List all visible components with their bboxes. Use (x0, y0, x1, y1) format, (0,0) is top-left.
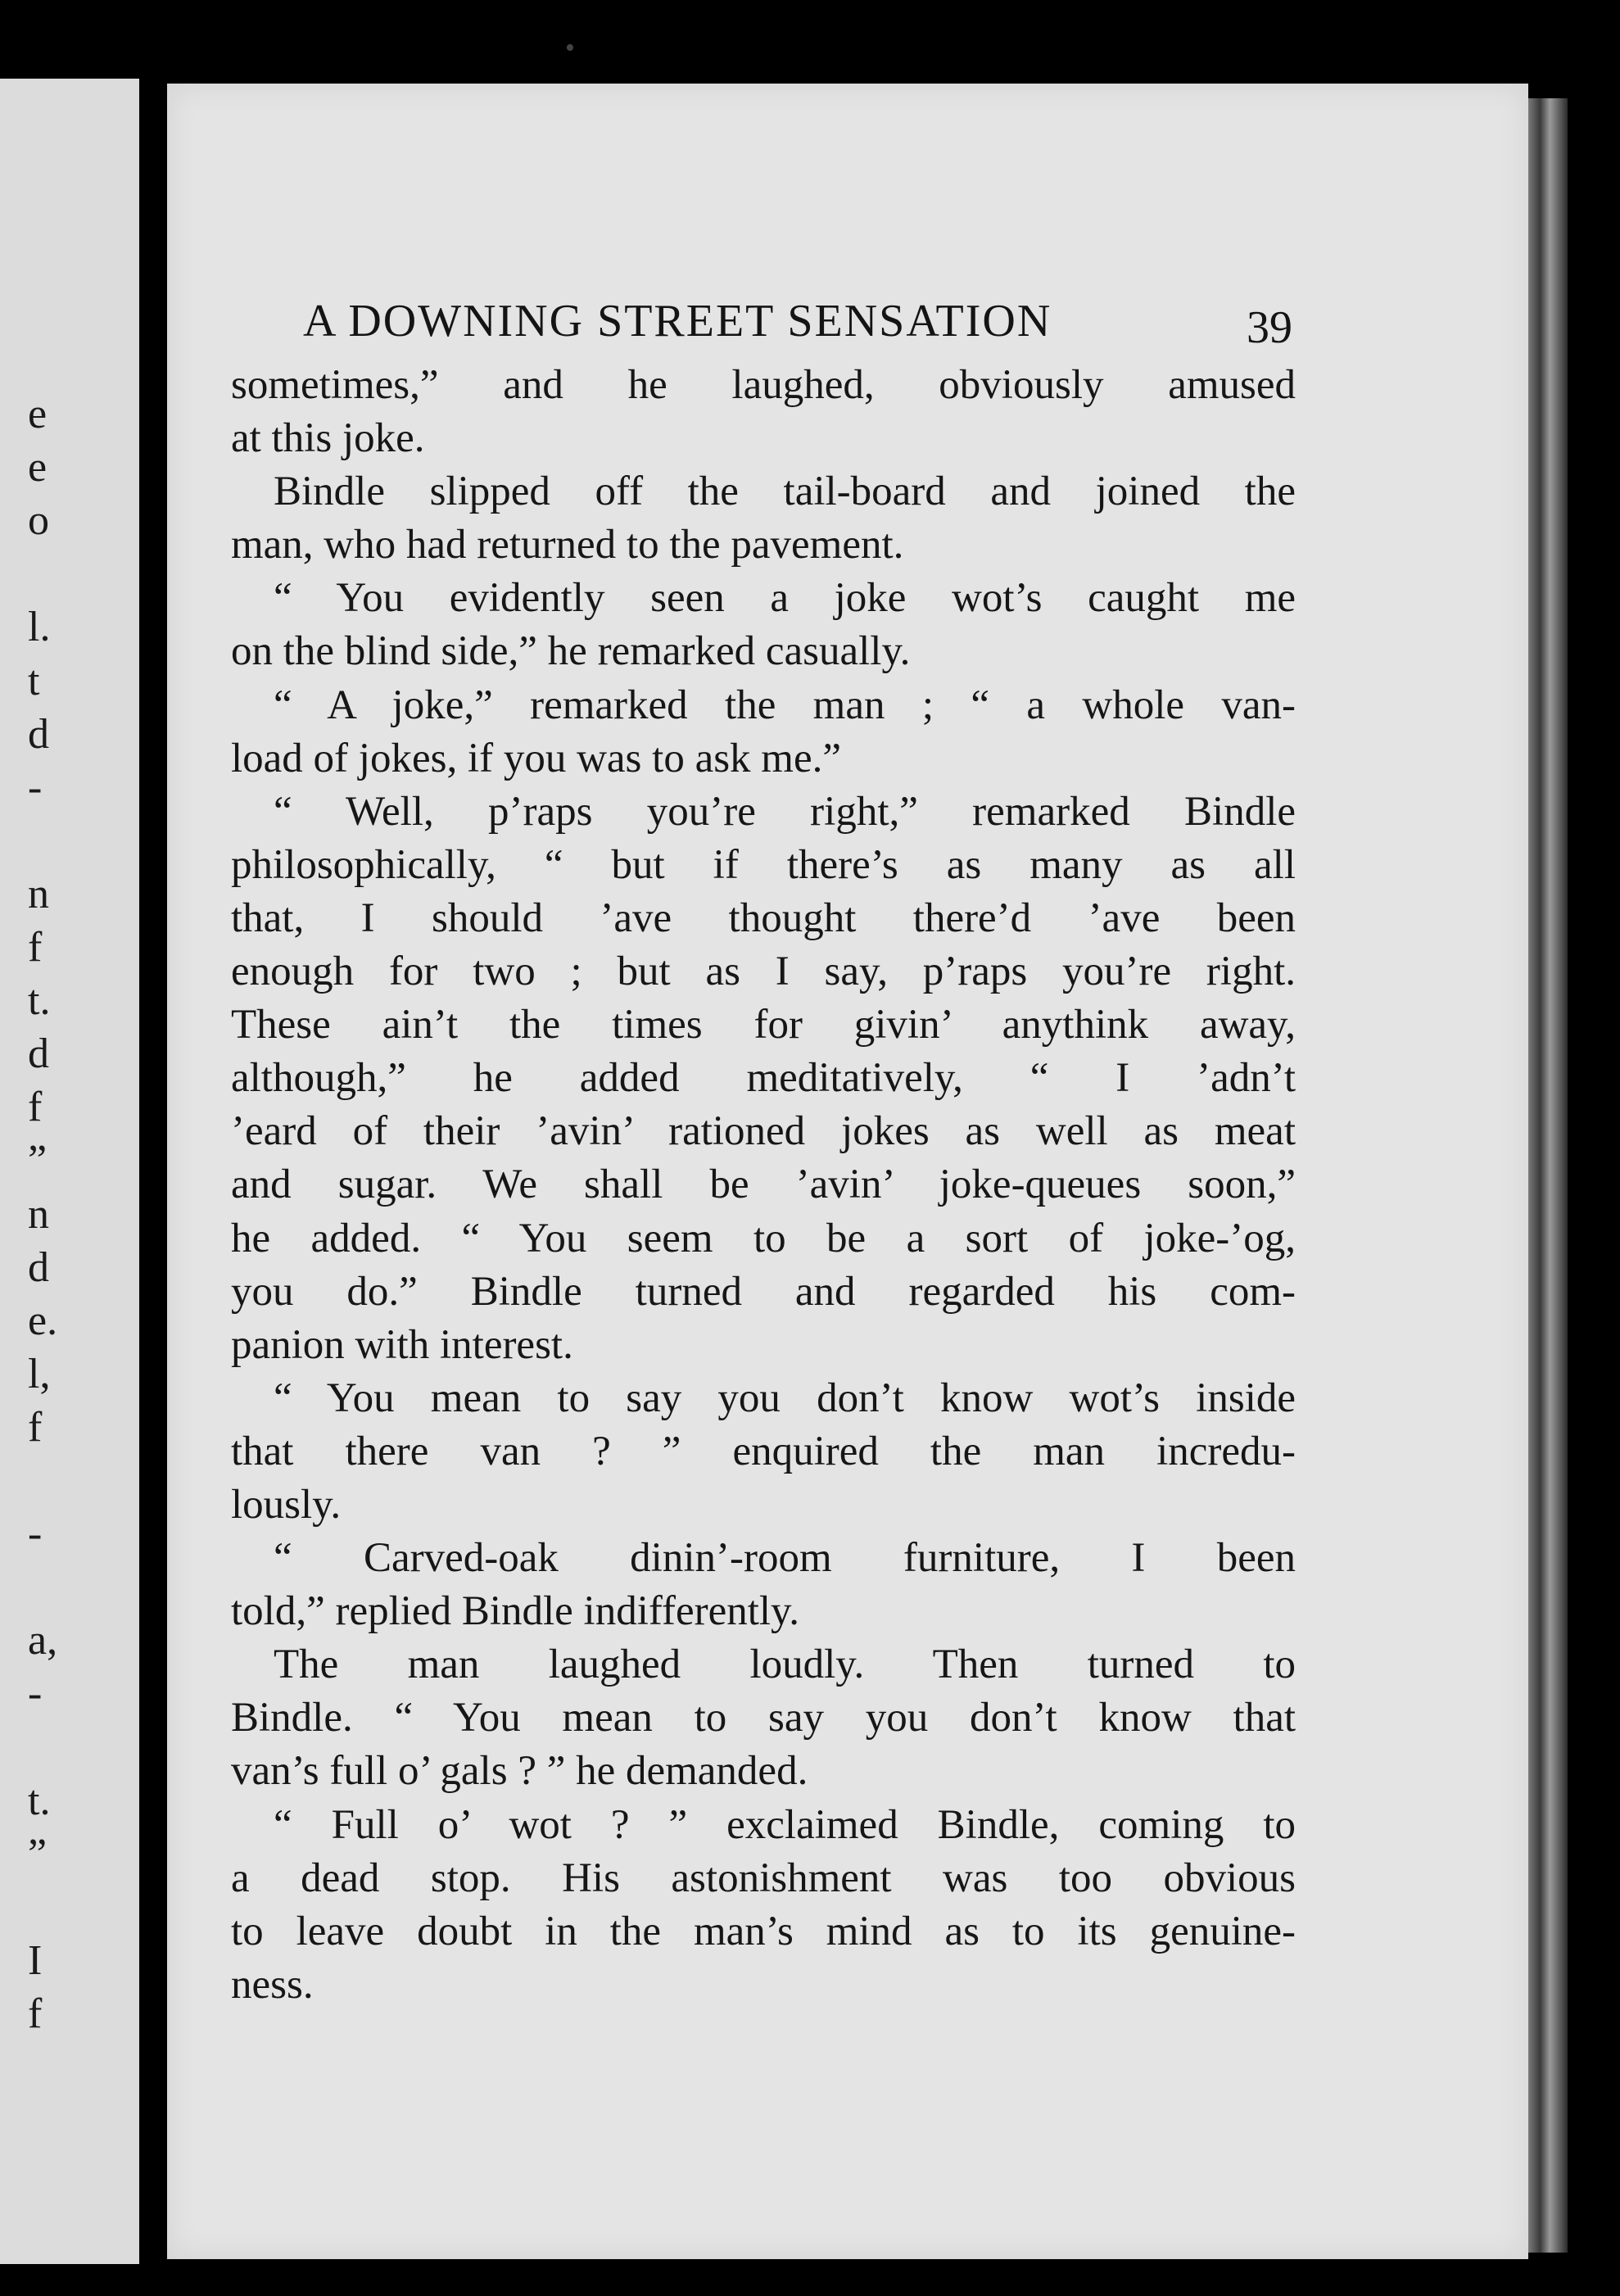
text-line: to leave doubt in the man’s mind as to its genuine- (231, 1908, 1296, 1954)
left-page-fragment: f (28, 1403, 43, 1451)
left-page-fragment: n (28, 870, 49, 917)
text-line: “ Carved-oak dinin’-room furniture, I been (274, 1535, 1296, 1582)
left-page-fragment: ” (28, 1830, 48, 1877)
text-line: a dead stop. His astonishment was too obvious (231, 1854, 1296, 1901)
text-line: lously. (231, 1481, 342, 1528)
text-line: panion with interest. (231, 1321, 573, 1368)
running-head: A DOWNING STREET SENSATION (303, 296, 1052, 346)
text-line: although,” he added meditatively, “ I ’adn’t (231, 1055, 1296, 1102)
text-line: on the blind side,” he remarked casually. (231, 628, 911, 675)
left-page-fragment: e. (28, 1297, 58, 1344)
text-line: philosophically, “ but if there’s as many as all (231, 841, 1296, 888)
left-page-fragment: - (28, 763, 43, 811)
left-page-fragment: d (28, 1030, 49, 1078)
left-page-fragment: d (28, 710, 49, 758)
left-page-fragment: f (28, 924, 43, 971)
left-page-fragment: - (28, 1510, 43, 1558)
left-page-fragment: f (28, 1084, 43, 1131)
text-line: he added. “ You seem to be a sort of joke-’og, (231, 1215, 1296, 1261)
text-line: ’eard of their ’avin’ rationed jokes as well as meat (231, 1108, 1296, 1155)
text-line: that there van ? ” enquired the man incredu- (231, 1428, 1296, 1474)
text-line: sometimes,” and he laughed, obviously amused (231, 362, 1296, 408)
text-line: load of jokes, if you was to ask me.” (231, 735, 842, 781)
page-number: 39 (1247, 302, 1292, 353)
left-page-fragment: I (28, 1936, 43, 1984)
left-page-fragment: f (28, 1990, 43, 2037)
left-page-fragment: a, (28, 1617, 58, 1664)
scan-speck: • (565, 33, 575, 63)
left-facing-page (0, 79, 139, 2264)
text-line: “ Full o’ wot ? ” exclaimed Bindle, coming to (274, 1801, 1296, 1848)
text-line: enough for two ; but as I say, p’raps you’re right. (231, 949, 1296, 995)
text-line: “ You mean to say you don’t know wot’s inside (274, 1374, 1296, 1421)
left-page-fragment: n (28, 1190, 49, 1238)
left-page-fragment: l. (28, 604, 51, 651)
left-page-text-fragments (0, 79, 139, 2264)
text-line: Bindle. “ You mean to say you don’t know that (231, 1695, 1296, 1741)
text-line: “ A joke,” remarked the man ; “ a whole van- (274, 682, 1296, 728)
text-line: ness. (231, 1961, 314, 2008)
left-page-fragment: ” (28, 1137, 48, 1184)
text-line: The man laughed loudly. Then turned to (274, 1642, 1296, 1688)
text-line: that, I should ’ave thought there’d ’ave been (231, 894, 1296, 941)
page-body-text (231, 359, 1296, 2012)
text-line: van’s full o’ gals ? ” he demanded. (231, 1748, 808, 1795)
left-page-fragment: t. (28, 1777, 51, 1824)
text-line: at this joke. (231, 415, 425, 462)
left-page-fragment: o (28, 497, 49, 545)
left-page-fragment: - (28, 1670, 43, 1718)
left-page-fragment: e (28, 444, 48, 491)
text-line: Bindle slipped off the tail-board and joined the (274, 469, 1296, 515)
left-page-fragment: e (28, 391, 48, 437)
text-line: “ You evidently seen a joke wot’s caught me (274, 575, 1296, 622)
book-page-edge (1528, 98, 1568, 2253)
text-line: These ain’t the times for givin’ anythink away, (231, 1002, 1296, 1048)
text-line: and sugar. We shall be ’avin’ joke-queues soon,” (231, 1162, 1296, 1208)
left-page-fragment: l, (28, 1350, 51, 1397)
left-page-fragment: t (28, 657, 40, 704)
text-line: you do.” Bindle turned and regarded his com- (231, 1268, 1296, 1315)
text-line: told,” replied Bindle indifferently. (231, 1588, 799, 1635)
left-page-fragment: t. (28, 977, 51, 1025)
text-line: “ Well, p’raps you’re right,” remarked Bindle (274, 788, 1296, 835)
left-page-fragment: d (28, 1243, 49, 1291)
text-line: man, who had returned to the pavement. (231, 522, 904, 568)
